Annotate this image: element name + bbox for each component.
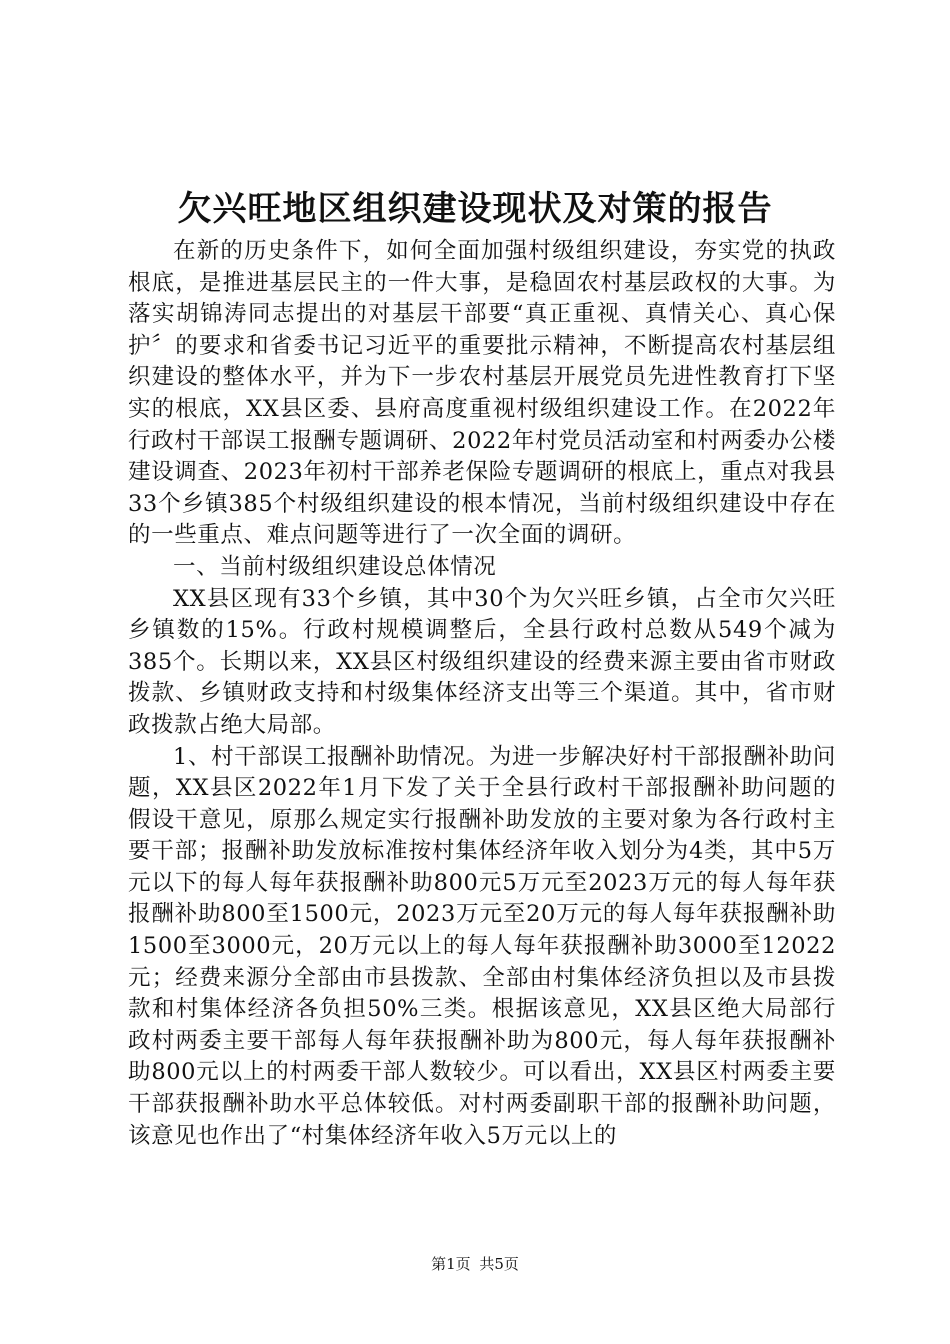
paragraph-intro: 在新的历史条件下，如何全面加强村级组织建设，夯实党的执政根底，是推进基层民主的一件大事，是稳固农村基层政权的大事。为落实胡锦涛同志提出的对基层干部要“真正重视、真情关心、真心保护〞的要求和省委书记习近平的重要批示精神，不断提高农村基层组织建设的整体水平，并为下一步农村基层开展党员先进性教育打下坚实的根底，XX县区委、县府高度重视村级组织建设工作。在2022年行政村干部误工报酬专题调研、2022年村党员活动室和村两委办公楼建设调查、2023年初村干部养老保险专题调研的根底上，重点对我县33个乡镇385个村级组织建设的根本情况，当前村级组织建设中存在的一些重点、难点问题等进行了一次全面的调研。 xyxy=(128,238,836,549)
document-title: 欠兴旺地区组织建设现状及对策的报告 xyxy=(177,189,773,229)
page-footer xyxy=(0,1254,950,1274)
page-total: 共5页 xyxy=(479,1255,519,1273)
document-body xyxy=(128,236,836,1152)
paragraph-compensation: 1、村干部误工报酬补助情况。为进一步解决好村干部报酬补助问题，XX县区2022年1月下发了关于全县行政村干部报酬补助问题的假设干意见，原那么规定实行报酬补助发放的主要对象为各行政村主要干部；报酬补助发放标准按村集体经济年收入划分为4类，其中5万元以下的每人每年获报酬补助800元5万元至2023万元的每人每年获报酬补助800至1500元，2023万元至20万元的每人每年获报酬补助1500至3000元，20万元以上的每人每年获报酬补助3000至12022元；经费来源分全部由市县拨款、全部由村集体经济负担以及市县拨款和村集体经济各负担50%三类。根据该意见，XX县区绝大局部行政村两委主要干部每人每年获报酬补助为800元，每人每年获报酬补助800元以上的村两委干部人数较少。可以看出，XX县区村两委主要干部获报酬补助水平总体较低。对村两委副职干部的报酬补助问题，该意见也作出了“村集体经济年收入5万元以上的 xyxy=(128,743,836,1149)
page-number: 第1页 xyxy=(431,1255,471,1273)
paragraph-overview: XX县区现有33个乡镇，其中30个为欠兴旺乡镇，占全市欠兴旺乡镇数的15%。行政村规模调整后，全县行政村总数从549个减为385个。长期以来，XX县区村级组织建设的经费来源主要由省市财政拨款、乡镇财政支持和村级集体经济支出等三个渠道。其中，省市财政拨款占绝大局部。 xyxy=(128,585,836,738)
section-heading: 一、当前村级组织建设总体情况 xyxy=(173,553,497,580)
